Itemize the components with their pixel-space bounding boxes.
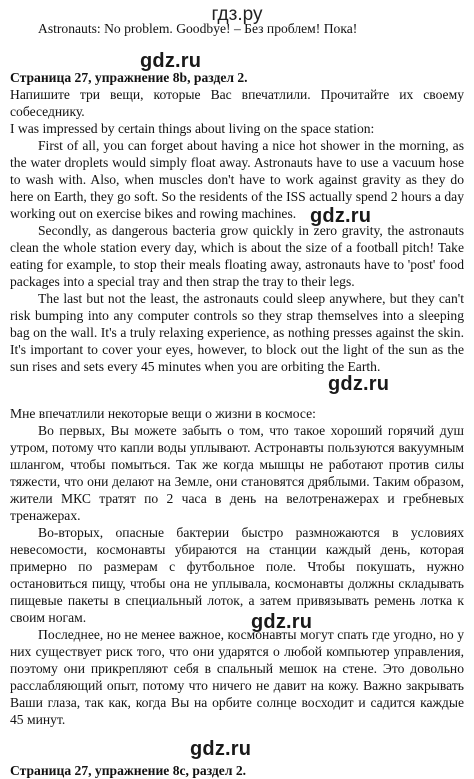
english-lead: I was impressed by certain things about living on the space station: [10, 121, 375, 136]
task-instruction-8b: Напишите три вещи, которые Вас впечатлили. Прочитайте их своему собеседнику. [10, 87, 464, 119]
watermark-logo: gdz.ru [190, 738, 252, 760]
russian-paragraph-3: Последнее, но не менее важное, космонавты могут спать где угодно, но у них существует риск того, что они ударятся о любой компьютер управления, поэтому они прикрепляют себя в спальный мешок на стене. Это довольно расслабляющий опыт, потому что ничего не давит на кожу. Важно закрывать Ваши глаза, так как, когда Вы на орбите солнце восходит и садится каждые 45 минут. [10, 627, 464, 727]
site-header: гдз.ру [211, 4, 263, 25]
watermark-logo: gdz.ru [310, 205, 372, 227]
russian-paragraph-1: Во первых, Вы можете забыть о том, что такое хороший горячий душ утром, потому что капли воды уплывают. Астронавты пользуются вакуумным шлангом, чтобы помыться. Так же когда мышцы не работают против силы тяжести, что они делают на Земле, они становятся дряблыми. Таким образом, жители МКС тратят по 2 часа в день на велотренажерах и гребневых тренажерах. [10, 423, 464, 523]
english-paragraph-2: Secondly, as dangerous bacteria grow quickly in zero gravity, the astronauts clean the whole station every day, which is about the size of a football pitch! Take eating for example, to stop their meals floating away, astronauts have to 'post' food packages into a special tray and then strap the tray to their legs. [10, 223, 464, 289]
russian-lead: Мне впечатлили некоторые вещи о жизни в космосе: [10, 406, 316, 421]
section-heading-8b: Страница 27, упражнение 8b, раздел 2. [10, 70, 248, 85]
section-heading-8c: Страница 27, упражнение 8с, раздел 2. [10, 763, 247, 778]
russian-paragraph-2: Во-вторых, опасные бактерии быстро размножаются в условиях невесомости, космонавты убираются на станции каждый день, которая примерно по размерам с футбольное поле. Чтобы покушать, нужно остановиться пищу, чтобы она не уплывала, космонавты должны складывать пищевые пакеты в специальный лоток, а затем привязывать ремень лотка к своим ногам. [10, 525, 464, 625]
watermark-logo: gdz.ru [140, 50, 202, 72]
watermark-logo: gdz.ru [251, 611, 313, 633]
intro-line: Astronauts: No problem. Goodbye! – Без проблем! Пока! [38, 21, 358, 36]
watermark-logo: gdz.ru [328, 373, 390, 395]
english-paragraph-3: The last but not the least, the astronauts could sleep anywhere, but they can't risk bumping into any computer controls so they strap themselves into a sleeping bag on the wall. It's a truly relaxing experience, as nothing presses against the skin. It's important to cover your eyes, however, to block out the light of the sun as the sun rises and sets every 45 minutes when you are orbiting the Earth. [10, 291, 464, 374]
english-paragraph-1: First of all, you can forget about having a nice hot shower in the morning, as the water droplets would simply float away. Astronauts have to use a vacuum hose to wash with. Also, when muscles don't have to work against gravity as they do here on Earth, they go soft. So the residents of the ISS actually spend 2 hours a day working out on exercise bikes and rowing machines. [10, 138, 464, 221]
document-body [10, 20, 464, 779]
